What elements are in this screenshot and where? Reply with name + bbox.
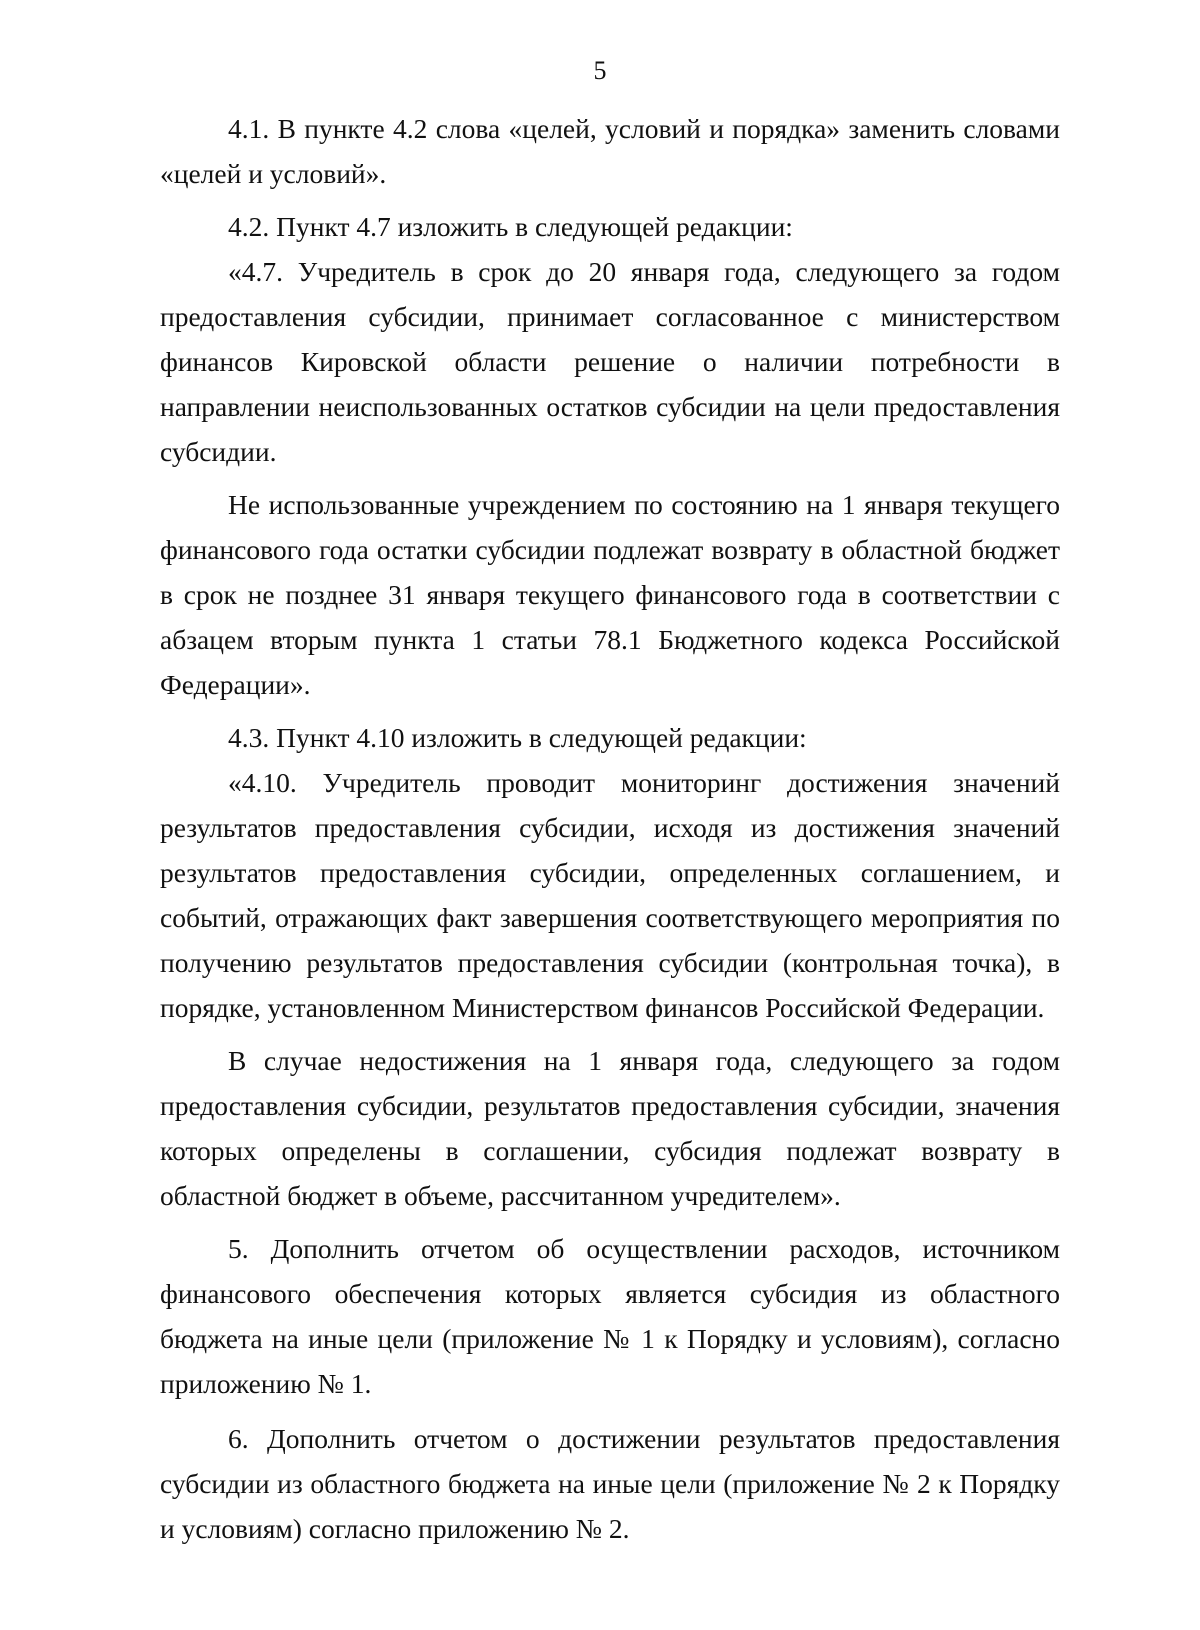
paragraph-4-1: 4.1. В пункте 4.2 слова «целей, условий и порядка» заменить словами «целей и условий». [160,113,1060,189]
paragraph-5: 5. Дополнить отчетом об осуществлении расходов, источником финансового обеспечения которых является субсидия из областного бюджета на иные цели (приложение № 1 к Порядку и условиям), согласно приложению № 1. [160,1233,1060,1399]
paragraph-4-10-non-achievement: В случае недостижения на 1 января года, следующего за годом предоставления субсидии, результатов предоставления субсидии, значения которых определены в соглашении, субсидия подлежат возврату в областной бюджет в объеме, рассчитанном учредителем». [160,1045,1060,1211]
document-body [160,106,1060,1551]
paragraph-6: 6. Дополнить отчетом о достижении результатов предоставления субсидии из областного бюджета на иные цели (приложение № 2 к Порядку и условиям) согласно приложению № 2. [160,1423,1060,1544]
paragraph-4-10-quote: «4.10. Учредитель проводит мониторинг достижения значений результатов предоставления субсидии, исходя из достижения значений результатов предоставления субсидии, определенных соглашением, и событий, отражающих факт завершения соответствующего мероприятия по получению результатов предоставления субсидии (контрольная точка), в порядке, установленном Министерством финансов Российской Федерации. [160,767,1060,1023]
paragraph-4-7-quote: «4.7. Учредитель в срок до 20 января года, следующего за годом предоставления субсидии, принимает согласованное с министерством финансов Кировской области решение о наличии потребности в направлении неиспользованных остатков субсидии на цели предоставления субсидии. [160,256,1060,467]
paragraph-4-2: 4.2. Пункт 4.7 изложить в следующей редакции: [228,211,793,242]
paragraph-4-3: 4.3. Пункт 4.10 изложить в следующей редакции: [228,722,807,753]
paragraph-4-7-unused-balance: Не использованные учреждением по состоянию на 1 января текущего финансового года остатки субсидии подлежат возврату в областной бюджет в срок не позднее 31 января текущего финансового года в соответствии с абзацем вторым пункта 1 статьи 78.1 Бюджетного кодекса Российской Федерации». [160,489,1060,700]
page-number: 5 [593,56,607,85]
